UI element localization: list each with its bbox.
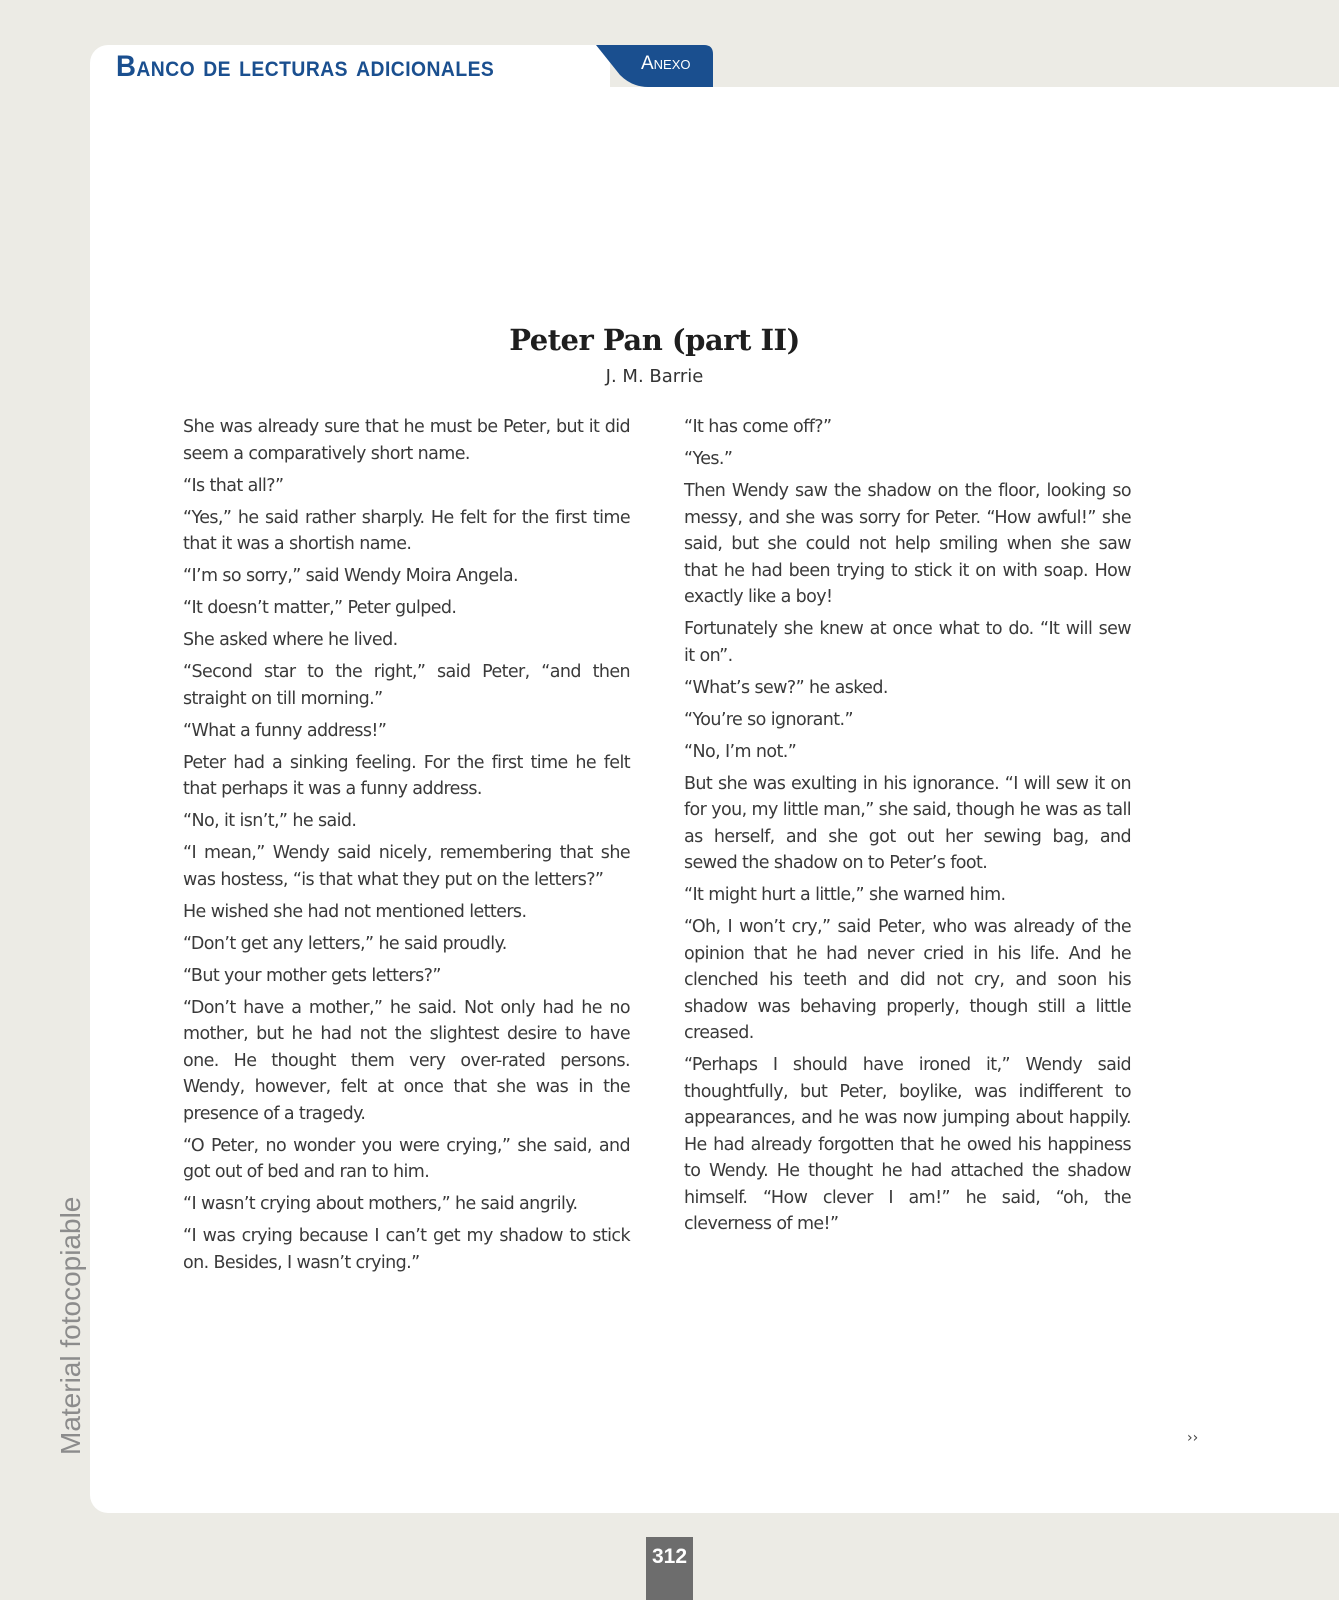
paragraph: “It doesn’t matter,” Peter gulped. bbox=[183, 598, 457, 618]
paragraph: “It might hurt a little,” she warned him. bbox=[684, 885, 1006, 905]
paragraph: She was already sure that he must be Peter, but it did seem a comparatively short name. bbox=[183, 417, 630, 464]
paragraph: He wished she had not mentioned letters. bbox=[183, 901, 527, 922]
paragraph: “I’m so sorry,” said Wendy Moira Angela. bbox=[183, 566, 519, 586]
paragraph: “Don’t get any letters,” he said proudly. bbox=[183, 933, 507, 954]
paragraph: “No, I’m not.” bbox=[684, 741, 797, 762]
paragraph: She asked where he lived. bbox=[183, 630, 398, 650]
paragraph: “Don’t have a mother,” he said. Not only had he no mother, but he had not the slightest desire to have one. He thought them very over-rated persons. Wendy, however, felt at once that she was in the presence of a tragedy. bbox=[183, 997, 630, 1124]
story-author: J. M. Barrie bbox=[605, 366, 704, 387]
side-label: Material fotocopiable bbox=[55, 1196, 86, 1455]
paragraph: “Yes.” bbox=[684, 449, 733, 469]
paragraph: “What a funny address!” bbox=[183, 720, 387, 741]
paragraph: “Is that all?” bbox=[183, 475, 284, 496]
right-column bbox=[684, 414, 1131, 1243]
paragraph: “Perhaps I should have ironed it,” Wendy said thoughtfully, but Peter, boylike, was indifferent to appearances, and he was now jumping about happily. He had already forgotten that he owed his happiness to Wendy. He thought he had attached the shadow himself. “How clever I am!” he said, “oh, the cleverness of me!” bbox=[684, 1055, 1131, 1234]
left-column bbox=[183, 414, 630, 1282]
story-title: Peter Pan (part II) bbox=[509, 323, 800, 357]
paragraph: “Yes,” he said rather sharply. He felt for the first time that it was a shortish name. bbox=[183, 507, 630, 554]
paragraph: But she was exulting in his ignorance. “I will sew it on for you, my little man,” she said, though he was as tall as herself, and she got out her sewing bag, and sewed the shadow on to Peter’s foot. bbox=[684, 773, 1131, 873]
paragraph: “You’re so ignorant.” bbox=[684, 709, 853, 730]
paragraph: “But your mother gets letters?” bbox=[183, 965, 441, 986]
paragraph: “No, it isn’t,” he said. bbox=[183, 811, 357, 831]
anexo-label: Anexo bbox=[641, 53, 691, 74]
paragraph: “It has come off?” bbox=[684, 417, 832, 437]
paragraph: “I mean,” Wendy said nicely, remembering that she was hostess, “is that what they put on the letters?” bbox=[183, 843, 630, 890]
paragraph: Then Wendy saw the shadow on the floor, looking so messy, and she was sorry for Peter. “How awful!” she said, but she could not help smiling when she saw that he had been trying to stick it on with soap. How exactly like a boy! bbox=[684, 481, 1131, 607]
paragraph: “Oh, I won’t cry,” said Peter, who was already of the opinion that he had never cried in his life. And he clenched his teeth and did not cry, and soon his shadow was behaving properly, though still a little creased. bbox=[684, 917, 1131, 1043]
paragraph: “O Peter, no wonder you were crying,” she said, and got out of bed and ran to him. bbox=[183, 1135, 630, 1182]
paragraph: “Second star to the right,” said Peter, “and then straight on till morning.” bbox=[183, 662, 630, 709]
paragraph: “I wasn’t crying about mothers,” he said angrily. bbox=[183, 1194, 578, 1214]
paragraph: Fortunately she knew at once what to do. “It will sew it on”. bbox=[684, 619, 1131, 666]
paragraph: Peter had a sinking feeling. For the first time he felt that perhaps it was a funny address. bbox=[183, 752, 630, 799]
next-page-marker: ›› bbox=[1187, 1430, 1199, 1446]
paragraph: “What’s sew?” he asked. bbox=[684, 677, 888, 698]
anexo-badge bbox=[596, 45, 713, 87]
section-title: Banco de lecturas adicionales bbox=[116, 50, 495, 83]
paragraph: “I was crying because I can’t get my shadow to stick on. Besides, I wasn’t crying.” bbox=[183, 1226, 630, 1273]
page-number: 312 bbox=[646, 1537, 693, 1600]
